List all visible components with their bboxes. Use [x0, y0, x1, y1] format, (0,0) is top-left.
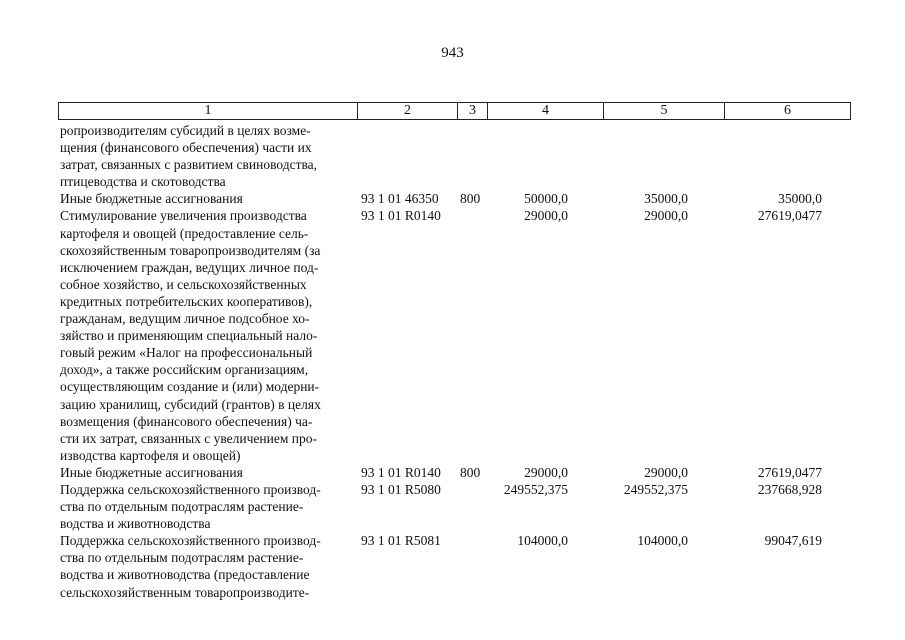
- expense-type-code: 800: [460, 464, 481, 480]
- amount-col-6: 27619,0477: [757, 208, 822, 224]
- description-line: ропроизводителям субсидий в целях возме-: [60, 123, 311, 138]
- row-description: [60, 464, 355, 481]
- budget-code: 93 1 01 46350: [361, 191, 439, 207]
- description-line: зацию хранилищ, субсидий (грантов) в целях: [60, 396, 321, 412]
- description-line: Поддержка сельскохозяйственного производ-: [60, 481, 321, 497]
- amount-col-6: 35000,0: [778, 191, 822, 207]
- description-line: говый режим «Налог на профессиональный: [60, 345, 313, 361]
- description-line: щения (финансового обеспечения) части их: [60, 140, 312, 156]
- column-header-row: [58, 102, 851, 120]
- amount-col-5: 35000,0: [644, 191, 688, 207]
- budget-code: 93 1 01 R5080: [361, 481, 441, 497]
- row-description: [60, 532, 355, 600]
- column-header-4: 4: [488, 103, 604, 120]
- description-line: ства по отдельным подотраслям растение-: [60, 550, 304, 566]
- column-header-1: 1: [59, 103, 358, 120]
- description-line: Иные бюджетные ассигнования: [60, 464, 243, 480]
- amount-col-6: 99047,619: [764, 533, 822, 549]
- amount-col-5: 104000,0: [637, 533, 688, 549]
- description-line: затрат, связанных с развитием свиноводства,: [60, 157, 318, 173]
- table-row: [0, 481, 905, 532]
- amount-col-4: 29000,0: [524, 208, 568, 224]
- description-line: ства по отдельным подотраслям растение-: [60, 499, 304, 515]
- table-row: [0, 207, 905, 463]
- description-line: сти их затрат, связанных с увеличением про-: [60, 430, 318, 446]
- table-row: [0, 532, 905, 600]
- description-line: зяйство и применяющим специальный нало-: [60, 328, 318, 344]
- description-line: возмещения (финансового обеспечения) ча-: [60, 413, 313, 429]
- amount-col-4: 104000,0: [517, 533, 568, 549]
- amount-col-4: 50000,0: [524, 191, 568, 207]
- description-line: Стимулирование увеличения производства: [60, 208, 307, 224]
- row-description: [60, 481, 355, 532]
- description-line: Поддержка сельскохозяйственного производ-: [60, 533, 321, 549]
- description-line: исключением граждан, ведущих личное под-: [60, 259, 319, 275]
- description-line: сельскохозяйственным товаропроизводите-: [60, 584, 310, 600]
- row-description: [60, 207, 355, 463]
- column-header-2: 2: [358, 103, 458, 120]
- amount-col-4: 249552,375: [503, 481, 568, 497]
- description-line: собное хозяйство, и сельскохозяйственных: [60, 276, 307, 292]
- column-header-6: 6: [725, 103, 851, 120]
- table-row: [0, 122, 905, 190]
- description-line: птицеводства и скотоводства: [60, 174, 226, 190]
- description-line: осуществляющим создание и (или) модерни-: [60, 379, 320, 395]
- budget-code: 93 1 01 R0140: [361, 464, 441, 480]
- description-line: гражданам, ведущим личное подсобное хо-: [60, 311, 310, 327]
- description-line: водства и животноводства (предоставление: [60, 567, 310, 583]
- amount-col-4: 29000,0: [524, 464, 568, 480]
- row-description: [60, 190, 355, 207]
- table-row: [0, 464, 905, 481]
- budget-code: 93 1 01 R0140: [361, 208, 441, 224]
- budget-code: 93 1 01 R5081: [361, 533, 441, 549]
- description-line: водства и животноводства: [60, 516, 211, 532]
- amount-col-5: 29000,0: [644, 208, 688, 224]
- amount-col-6: 237668,928: [757, 481, 822, 497]
- column-header-3: 3: [458, 103, 488, 120]
- budget-table-body: [0, 122, 905, 601]
- description-line: скохозяйственным товаропроизводителям (за: [60, 242, 321, 258]
- row-description: [60, 122, 355, 190]
- page-number: 943: [441, 45, 464, 61]
- description-line: изводства картофеля и овощей): [60, 447, 241, 463]
- amount-col-5: 29000,0: [644, 464, 688, 480]
- description-line: кредитных потребительских кооперативов),: [60, 293, 313, 309]
- table-row: [0, 190, 905, 207]
- amount-col-6: 27619,0477: [757, 464, 822, 480]
- description-line: картофеля и овощей (предоставление сель-: [60, 225, 309, 241]
- description-line: Иные бюджетные ассигнования: [60, 191, 243, 207]
- expense-type-code: 800: [460, 191, 481, 207]
- amount-col-5: 249552,375: [623, 481, 688, 497]
- description-line: доход», а также российским организациям,: [60, 362, 309, 378]
- column-header-5: 5: [604, 103, 725, 120]
